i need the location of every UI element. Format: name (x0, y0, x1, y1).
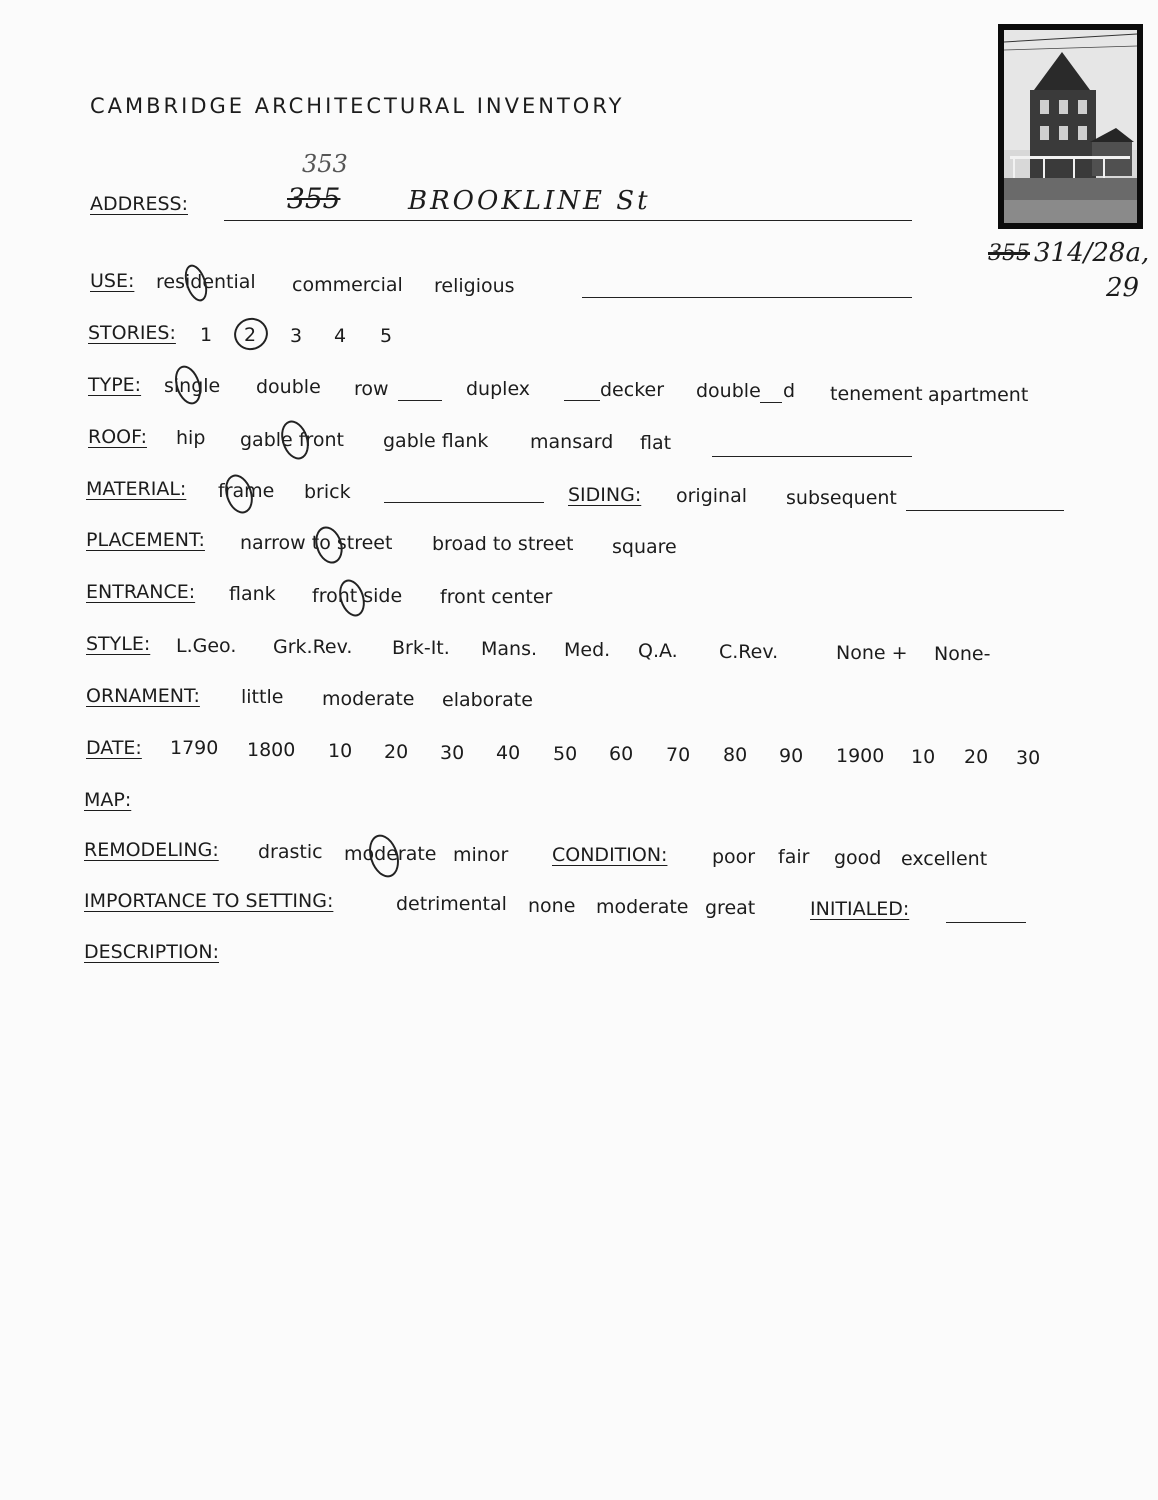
remodeling-option-minor: minor (453, 844, 509, 866)
importance-option-great: great (705, 897, 756, 919)
address-street: BROOKLINE St (408, 186, 651, 216)
condition-option-excellent: excellent (901, 848, 988, 870)
stories-option-1: 1 (200, 324, 213, 346)
date-option-90: 90 (779, 745, 804, 767)
use-option-residential: residential (156, 271, 256, 293)
placement-selection-circle (311, 523, 347, 567)
placement-option-narrow: narrow to street (240, 532, 393, 554)
placement-option-broad: broad to street (432, 533, 574, 555)
ornament-label: ORNAMENT: (86, 685, 200, 707)
entrance-selection-circle (335, 576, 370, 620)
type-selection-circle (170, 362, 205, 407)
style-option-mans: Mans. (481, 638, 538, 660)
remodeling-option-drastic: drastic (258, 841, 323, 863)
address-number-corrected: 353 (302, 150, 348, 178)
date-label: DATE: (86, 737, 142, 759)
description-label: DESCRIPTION: (84, 941, 220, 963)
initialed-line (946, 922, 1026, 923)
use-label: USE: (90, 270, 135, 292)
type-option-single: single (164, 375, 221, 397)
stories-option-4: 4 (334, 325, 347, 347)
entrance-option-front-side: front side (312, 585, 403, 607)
roof-option-flat: flat (640, 432, 672, 454)
type-option-row: row (354, 378, 389, 400)
type-row-line (398, 400, 442, 401)
date-option-1920: 20 (964, 746, 989, 768)
style-option-none-plus: None + (836, 642, 908, 664)
date-option-70: 70 (666, 744, 691, 766)
material-label: MATERIAL: (86, 478, 187, 500)
house-photo (998, 24, 1143, 229)
placement-option-square: square (612, 536, 677, 558)
ornament-option-elaborate: elaborate (442, 689, 533, 711)
roof-other-line (712, 456, 912, 457)
style-option-qa: Q.A. (638, 640, 678, 662)
material-option-brick: brick (304, 481, 351, 503)
date-option-1910: 10 (911, 746, 936, 768)
style-option-none-minus: None- (934, 643, 991, 665)
roof-label: ROOF: (88, 426, 147, 448)
date-option-80: 80 (723, 744, 748, 766)
type-label: TYPE: (88, 374, 142, 396)
date-option-50: 50 (553, 743, 578, 765)
stories-option-5: 5 (380, 325, 393, 347)
plate-ref-line2: 29 (1106, 273, 1140, 303)
remodeling-option-moderate: moderate (344, 843, 437, 865)
condition-option-good: good (834, 847, 882, 869)
stories-option-2: 2 (244, 324, 257, 346)
type-option-apartment: apartment (928, 384, 1029, 406)
roof-option-gable-front: gable front (240, 429, 344, 451)
style-option-brk-it: Brk-It. (392, 637, 450, 659)
date-option-40: 40 (496, 742, 521, 764)
date-option-1900: 1900 (836, 745, 885, 767)
material-option-frame: frame (218, 480, 275, 502)
importance-option-detrimental: detrimental (396, 893, 507, 915)
date-option-1800: 1800 (247, 739, 296, 761)
material-other-line (384, 502, 544, 503)
condition-label: CONDITION: (552, 844, 668, 866)
ornament-option-little: little (241, 686, 284, 708)
date-option-60: 60 (609, 743, 634, 765)
remodeling-label: REMODELING: (84, 839, 219, 861)
date-option-1790: 1790 (170, 737, 219, 759)
map-label: MAP: (84, 789, 132, 811)
importance-option-moderate: moderate (596, 896, 689, 918)
address-line (224, 220, 912, 221)
roof-selection-circle (276, 417, 313, 463)
stories-label: STORIES: (88, 322, 176, 344)
condition-option-poor: poor (712, 846, 756, 868)
entrance-option-front-center: front center (440, 586, 553, 608)
importance-label: IMPORTANCE TO SETTING: (84, 890, 334, 912)
roof-option-mansard: mansard (530, 431, 614, 453)
style-option-grk-rev: Grk.Rev. (273, 636, 353, 658)
form-title: CAMBRIDGE ARCHITECTURAL INVENTORY (90, 94, 625, 118)
use-other-line (582, 297, 912, 298)
siding-label: SIDING: (568, 484, 642, 506)
type-double-d-line (760, 402, 782, 403)
date-option-20: 20 (384, 741, 409, 763)
placement-label: PLACEMENT: (86, 529, 205, 551)
roof-option-hip: hip (176, 427, 206, 449)
siding-option-subsequent: subsequent (786, 487, 897, 509)
type-decker-line (564, 400, 600, 401)
address-label: ADDRESS: (90, 193, 188, 215)
style-option-l-geo: L.Geo. (176, 635, 237, 657)
plate-ref-struck: 355 (988, 241, 1030, 266)
use-option-religious: religious (434, 275, 515, 297)
style-label: STYLE: (86, 633, 151, 655)
stories-selection-circle (230, 314, 272, 355)
siding-option-original: original (676, 485, 748, 507)
use-option-commercial: commercial (292, 274, 403, 296)
type-option-d: d (783, 380, 796, 402)
date-option-10: 10 (328, 740, 353, 762)
type-option-duplex: duplex (466, 378, 531, 400)
initialed-label: INITIALED: (810, 898, 910, 920)
type-option-double: double (256, 376, 321, 398)
siding-other-line (906, 510, 1064, 511)
date-option-1930: 30 (1016, 747, 1041, 769)
stories-option-3: 3 (290, 325, 303, 347)
style-option-c-rev: C.Rev. (719, 641, 779, 663)
importance-option-none: none (528, 895, 576, 917)
style-option-med: Med. (564, 639, 611, 661)
ornament-option-moderate: moderate (322, 688, 415, 710)
material-selection-circle (220, 471, 257, 517)
date-option-30: 30 (440, 742, 465, 764)
roof-option-gable-flank: gable flank (383, 430, 489, 452)
remodeling-selection-circle (364, 831, 404, 881)
entrance-label: ENTRANCE: (86, 581, 196, 603)
type-option-tenement: tenement (830, 383, 923, 405)
house-photo-image (1004, 30, 1137, 223)
plate-ref-line1: 314/28a, (1034, 238, 1150, 268)
type-option-double-d: double (696, 380, 761, 402)
condition-option-fair: fair (778, 846, 810, 868)
type-option-decker: decker (600, 379, 665, 401)
entrance-option-flank: flank (229, 583, 276, 605)
address-number-struck: 355 (287, 182, 341, 215)
